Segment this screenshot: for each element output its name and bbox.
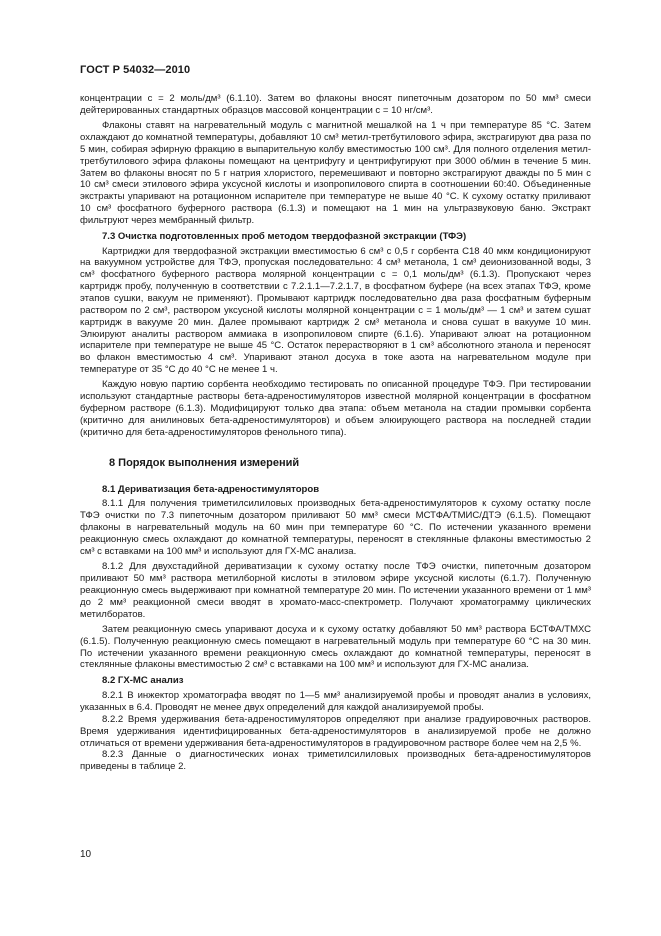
paragraph-sorbent-testing: Каждую новую партию сорбента необходимо тестировать по описанной процедуре ТФЭ. При тестировании используют стандартные растворы бета-адреностимуляторов известной молярной концентрации в фосфатном буферном растворе (6.1.3). Модифицируют только два этапа: объем метанола на стадии промывки сорбента (критично для анилиновых бета-адреностимуляторов) и объем элюирующего раствора на последней стадии (критично для бета-адреностимуляторов фенольного типа).	[80, 379, 591, 438]
paragraph-8-1-2: 8.1.2 Для двухстадийной дериватизации к сухому остатку после ТФЭ очистки, пипеточным дозатором приливают 50 мм³ раствора метилборной кислоты в этиловом эфире уксусной кислоты (6.1.7). Полученную реакционную смесь выдерживают при комнатной температуре 20 мин. По истечении указанного времени от 1 мм³ до 2 мм³ реакционной смеси вводят в хромато-масс-спектрометр. Получают хроматограмму циклических метилборатов.	[80, 561, 591, 620]
document-header: ГОСТ Р 54032—2010	[80, 64, 191, 76]
paragraph-8-2-1: 8.2.1 В инжектор хроматографа вводят по 1—5 мм³ анализируемой пробы и проводят анализ в условиях, указанных в 6.4. Проводят не менее двух определений для каждой анализируемой пробы.	[80, 690, 591, 713]
paragraph-8-1-1: 8.1.1 Для получения триметилсилиловых производных бета-адреностимуляторов к сухому остатку после ТФЭ очистки по 7.3 пипеточным дозатором приливают 50 мм³ смеси МСТФА/ТМИС/ДТЭ (6.1.5). Помещают флаконы в нагревательный модуль на 60 мин при температуре 60 °С. По истечении указанного времени реакционную смесь охлаждают до комнатной температуры, переносят в стеклянные флаконы вместимостью 2 см³ с вставками на 100 мм³ и используют для ГХ-МС анализа.	[80, 498, 591, 557]
subsection-heading-8-1: 8.1 Дериватизация бета-адреностимуляторов	[102, 483, 320, 495]
page-number: 10	[80, 849, 92, 860]
paragraph-8-2-3: 8.2.3 Данные о диагностических ионах триметилсилиловых производных бета-адреностимуляторов приведены в таблице 2.	[80, 749, 591, 773]
subsection-heading-7-3: 7.3 Очистка подготовленных проб методом твердофазной экстракции (ТФЭ)	[102, 230, 467, 242]
document-body	[80, 93, 591, 773]
subsection-heading-8-2: 8.2 ГХ-МС анализ	[102, 675, 184, 687]
section-heading-8: 8 Порядок выполнения измерений	[109, 456, 300, 469]
paragraph-8-2-2: 8.2.2 Время удерживания бета-адреностимуляторов определяют при анализе градуировочных растворов. Время удерживания идентифицированных бета-адреностимуляторов в анализируемой пробе не должно отличаться от времени удерживания бета-адреностимуляторов в градуировочном растворе более чем на 2,5 %.	[80, 713, 591, 749]
paragraph-heating: Флаконы ставят на нагревательный модуль с магнитной мешалкой на 1 ч при температуре 85 °С. Затем охлаждают до комнатной температуры, добавляют 10 см³ метил-третбутилового эфира, экстрагируют два раза по 5 мин, собирая эфирную фракцию в выпарительную колбу вместимостью 100 см³. Для полного отделения метил-третбутилового эфира флаконы помещают на центрифугу и центрифугируют при 3000 об/мин в течение 5 мин. Затем во флаконы вносят по 5 г натрия хлористого, перемешивают и повторно экстрагируют дважды по 5 мин с 10 см³ смеси этилового эфира уксусной кислоты и изопропилового спирта в соотношении 60:40. Объединенные экстракты упаривают на ротационном испарителе при температуре не выше 40 °С. К сухому остатку приливают 10 см³ фосфатного буферного раствора (6.1.3) и помещают на 1 мин на ультразвуковую баню. Экстракт фильтруют через мембранный фильтр.	[80, 120, 591, 226]
paragraph-continuation: концентрации c = 2 моль/дм³ (6.1.10). Затем во флаконы вносят пипеточным дозатором по 50 мм³ смеси дейтерированных стандартных образцов массовой концентрации c = 10 нг/см³.	[80, 93, 591, 116]
paragraph-8-1-2-continued: Затем реакционную смесь упаривают досуха и к сухому остатку добавляют 50 мм³ раствора БСТФА/ТМХС (6.1.5). Полученную реакционную смесь помещают в нагревательный модуль при температуре 60 °С на 30 мин. По истечении указанного времени реакционную смесь охлаждают до комнатной температуры, переносят в стеклянные флаконы вместимостью 2 см³ с вставками на 100 мм³ и используют для ГХ-МС анализа.	[80, 623, 591, 671]
paragraph-spe-cartridges: Картриджи для твердофазной экстракции вместимостью 6 см³ с 0,5 г сорбента С18 40 мкм кондиционируют на вакуумном устройстве для ТФЭ, пропуская последовательно: 4 см³ метанола, 1 см³ деионизованной воды, 3 см³ фосфатного буферного раствора молярной концентрации c = 0,1 моль/дм³ (6.1.3). Пропускают через картридж пробу, полученную в соответствии с 7.2.1.1—7.2.1.7, в фосфатном буфере (на всех этапах ТФЭ, кроме этапов сушки, вакуум не применяют). Промывают картридж последовательно два раза фосфатным буферным раствором по 2 см³, раствором уксусной кислоты молярной концентрации c = 1 моль/дм³ — 1 см³ и затем сушат картридж в вакууме 20 мин. Далее промывают картридж 2 см³ метанола и снова сушат в вакууме 10 мин. Элюируют аналиты раствором аммиака в изопропиловом спирте (6.1.6). Упаривают элюат на ротационном испарителе при температуре не выше 45 °С. Остаток перерастворяют в 1 см³ абсолютного этанола и переносят во флакон вместимостью 4 см³. Упаривают этанол досуха в токе азота на нагревательном модуле при температуре от 35 °С до 40 °С не менее 1 ч.	[80, 245, 591, 376]
